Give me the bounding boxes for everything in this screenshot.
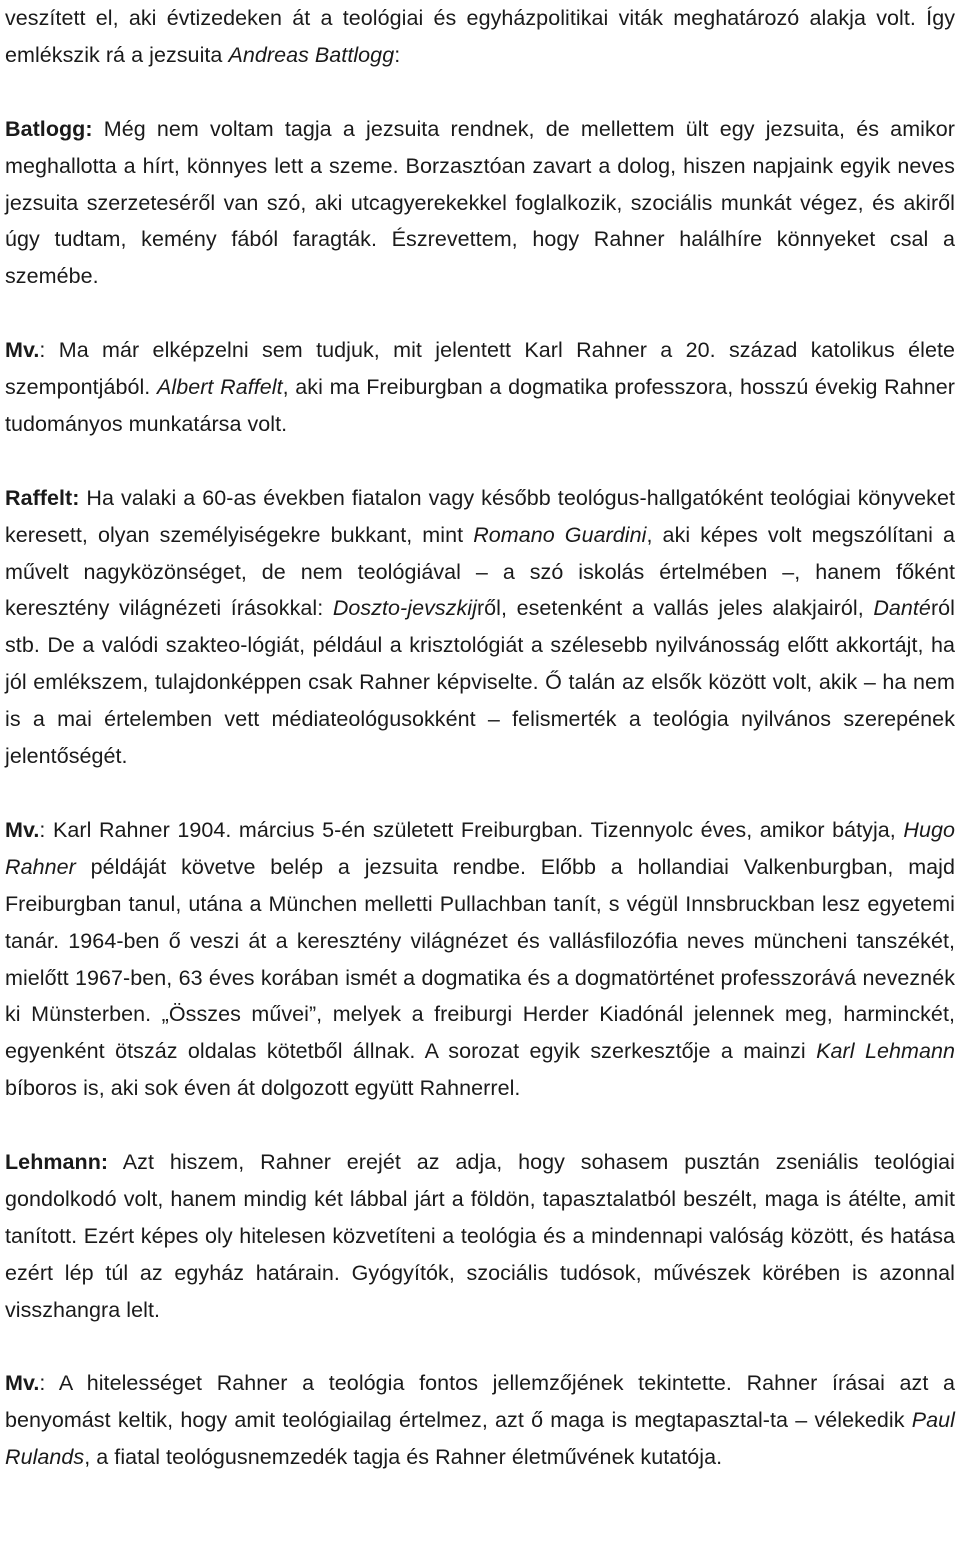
text-segment: , aki képes volt megszólítani a művelt nagyközönséget, de nem teológiával – a szó iskolás értelmében –, hanem főként keresztény világnézeti írásokkal: [5, 522, 955, 621]
person-name-dante: Danté [873, 596, 931, 621]
paragraph-intro [5, 0, 955, 74]
text-segment: ról stb. De a valódi szakteo-lógiát, például a krisztológiát a szélesebb nyilvánosság előtt akkortájt, ha jól emlékszem, tulajdonképpen csak Rahner képviselte. Ő talán az elsők között volt, akik – ha nem is a mai értelemben vett médiateológusokként – felismerték a teológia nyilvános szerepének jelentőségét. [5, 596, 955, 769]
person-name-albert-raffelt: Albert Raffelt [156, 375, 283, 400]
document-page [5, 0, 955, 1476]
text-segment: : Karl Rahner 1904. március 5-én született Freiburgban. Tizennyolc éves, amikor bátyja, [39, 817, 904, 842]
text-segment: bíboros is, aki sok éven át dolgozott együtt Rahnerrel. [5, 1076, 521, 1101]
speaker-label-lehmann: Lehmann: [5, 1150, 109, 1175]
person-name-hugo-rahner: Hugo Rahner [5, 817, 955, 879]
paragraph-spacer [5, 1107, 955, 1144]
text-segment: : [394, 42, 401, 67]
paragraph-spacer [5, 443, 955, 480]
person-name-paul-rulands: Paul Rulands [5, 1408, 955, 1470]
text-segment: ről, esetenként a vallás jeles alakjairól, [476, 596, 874, 621]
text-segment: : Ma már elképzelni sem tudjuk, mit jelentett Karl Rahner a 20. század katolikus élete szempontjából. [5, 338, 955, 400]
paragraph-mv-2 [5, 812, 955, 1107]
speaker-label-raffelt: Raffelt: [5, 485, 80, 510]
paragraph-spacer [5, 1329, 955, 1366]
person-name-dosztojevszkij: Doszto-jevszkij [332, 596, 477, 621]
text-segment: példáját követve belép a jezsuita rendbe. Előbb a hollandiai Valkenburgban, majd Freiburgban tanul, utána a München melletti Pullachban tanít, s végül Innsbruckban lesz egyetemi tanár. 1964-ben ő veszi át a keresztény világnézet és vallásfilozófia neves müncheni tanszékét, mielőtt 1967-ben, 63 éves korában ismét a dogmatika és a dogmatörténet professzorává neveznék ki Münsterben. „Összes művei”, melyek a freiburgi Herder Kiadónál jelennek meg, harminckét, egyenként ötszáz oldalas kötetből állnak. A sorozat egyik szerkesztője a mainzi [5, 854, 955, 1064]
paragraph-spacer [5, 775, 955, 812]
paragraph-spacer [5, 74, 955, 111]
text-segment: veszített el, aki évtizedeken át a teológiai és egyházpolitikai viták meghatározó alakja volt. Így emlékszik rá a jezsuita [5, 6, 955, 67]
paragraph-mv-3 [5, 1365, 955, 1476]
speaker-label-mv: Mv. [5, 338, 40, 363]
text-segment: Még nem voltam tagja a jezsuita rendnek, de mellettem ült egy jezsuita, és amikor meghallotta a hírt, könnyes lett a szeme. Borzasztóan zavart a dolog, hiszen napjaink egyik neves jezsuita szerzeteséről van szó, aki utcagyerekekkel foglalkozik, szociális munkát végez, és akiről úgy tudtam, kemény fából faragták. Észrevettem, hogy Rahner halálhíre könnyeket csal a szemébe. [5, 116, 955, 289]
person-name-romano-guardini: Romano Guardini [473, 522, 647, 547]
paragraph-raffelt [5, 480, 955, 775]
paragraph-mv-1 [5, 332, 955, 443]
speaker-label-batlogg: Batlogg: [5, 116, 93, 141]
person-name-andreas-battlogg: Andreas Battlogg [228, 42, 395, 67]
paragraph-lehmann [5, 1144, 955, 1329]
paragraph-batlogg [5, 111, 955, 296]
text-segment: Ha valaki a 60-as években fiatalon vagy később teológus-hallgatóként teológiai könyveket keresett, olyan személyiségekre bukkant, mint [5, 485, 955, 547]
text-segment: , aki ma Freiburgban a dogmatika professzora, hosszú évekig Rahner tudományos munkatársa volt. [5, 375, 955, 436]
text-segment: Azt hiszem, Rahner erejét az adja, hogy sohasem pusztán zseniális teológiai gondolkodó volt, hanem mindig két lábbal járt a földön, tapasztalatból beszélt, maga is átélte, amit tanított. Ezért képes oly hitelesen közvetíteni a teológia és a mindennapi valóság között, és hatása ezért lép túl az egyház határain. Gyógyítók, szociális tudósok, művészek körében is azonnal visszhangra lelt. [5, 1150, 955, 1322]
text-segment: : A hitelességet Rahner a teológia fontos jellemzőjének tekintette. Rahner írásai azt a benyomást keltik, hogy amit teológiailag értelmez, azt ő maga is megtapasztal-ta – vélekedik [5, 1371, 955, 1433]
speaker-label-mv: Mv. [5, 1371, 40, 1396]
speaker-label-mv: Mv. [5, 817, 40, 842]
paragraph-spacer [5, 295, 955, 332]
person-name-karl-lehmann: Karl Lehmann [816, 1039, 955, 1064]
text-segment: , a fiatal teológusnemzedék tagja és Rahner életművének kutatója. [84, 1445, 723, 1470]
